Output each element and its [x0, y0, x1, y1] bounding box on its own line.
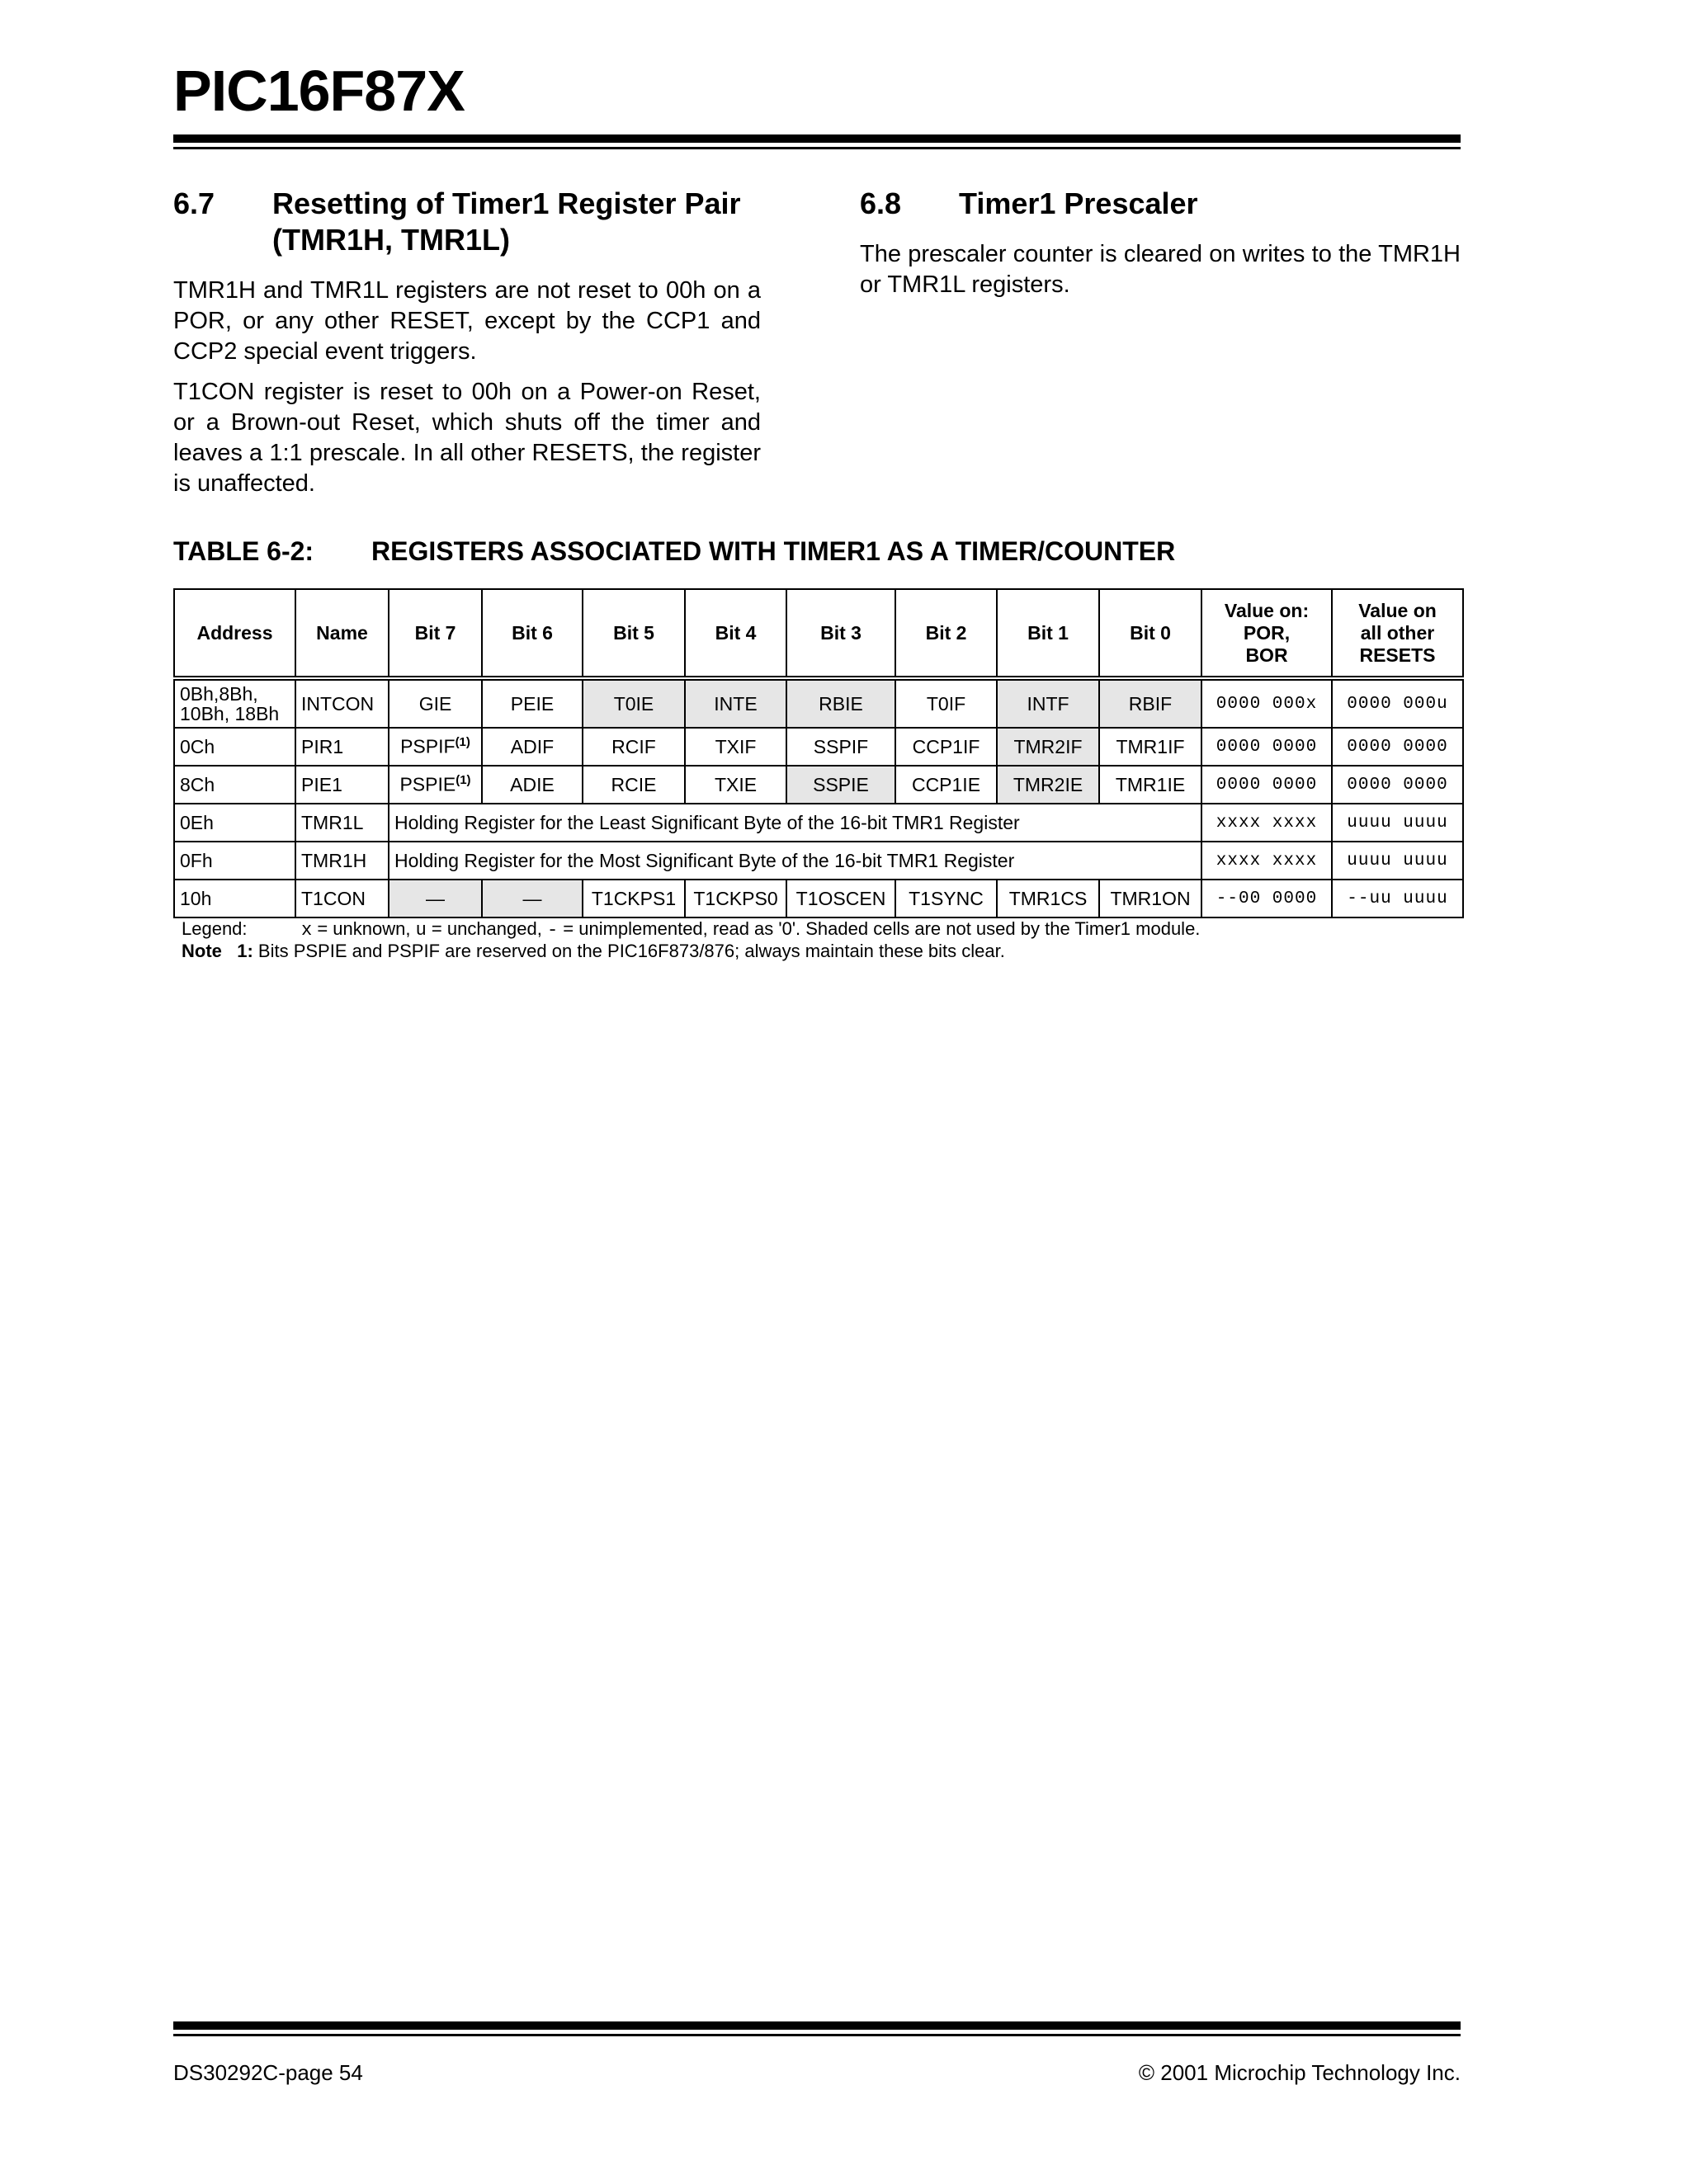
footer-copyright: © 2001 Microchip Technology Inc.: [1138, 2060, 1461, 2085]
section-title-line2: (TMR1H, TMR1L): [272, 223, 510, 257]
cell-name: T1CON: [295, 880, 389, 917]
cell-value-other: 0000 000u: [1332, 678, 1463, 728]
table-caption-text: REGISTERS ASSOCIATED WITH TIMER1 AS A TIMER/COUNTER: [371, 536, 1176, 566]
cell-bit5: T0IE: [583, 678, 685, 728]
cell-bit3: SSPIF: [786, 728, 895, 766]
cell-bit6: ADIF: [482, 728, 583, 766]
table-header-row: [174, 589, 1463, 678]
document-title: PIC16F87X: [173, 59, 465, 123]
legend-dash-text: = unimplemented, read as '0'. Shaded cells are not used by the Timer1 module.: [558, 918, 1201, 939]
header-bit7: Bit 7: [389, 589, 482, 678]
cell-address: 0Ch: [174, 728, 295, 766]
table-row: [174, 804, 1463, 842]
cell-bit5: T1CKPS1: [583, 880, 685, 917]
header-bit2: Bit 2: [895, 589, 997, 678]
cell-name: PIE1: [295, 766, 389, 804]
cell-bit7: [389, 766, 482, 804]
address-line1: 0Bh,8Bh,: [180, 683, 258, 705]
footnote-ref: (1): [456, 773, 471, 788]
legend-u-text: = unchanged,: [426, 918, 547, 939]
header-other-line1: Value on: [1358, 599, 1437, 621]
table-row: [174, 678, 1463, 728]
cell-bit5: RCIF: [583, 728, 685, 766]
cell-bit4: TXIF: [685, 728, 786, 766]
header-value-por: [1201, 589, 1332, 678]
registers-table: [173, 588, 1464, 918]
footer-rule-thin: [173, 2034, 1461, 2036]
cell-bit6: PEIE: [482, 678, 583, 728]
cell-bit3: SSPIE: [786, 766, 895, 804]
cell-address: 0Eh: [174, 804, 295, 842]
cell-bit7: —: [389, 880, 482, 917]
cell-bit7: GIE: [389, 678, 482, 728]
section-6-7-paragraph-2: T1CON register is reset to 00h on a Power-on Reset, or a Brown-out Reset, which shuts off the timer and leaves a 1:1 prescale. In all other RESETS, the register is unaffected.: [173, 379, 761, 497]
table-row: [174, 766, 1463, 804]
cell-description: Holding Register for the Most Significant Byte of the 16-bit TMR1 Register: [389, 842, 1201, 880]
table-caption-id: TABLE 6-2:: [173, 536, 314, 566]
table-note: [182, 940, 1005, 963]
legend-dash: -: [546, 920, 559, 941]
header-bit4: Bit 4: [685, 589, 786, 678]
bit7-label: PSPIF: [400, 735, 456, 757]
header-rule-thick: [173, 134, 1461, 143]
cell-address: [174, 678, 295, 728]
cell-bit2: T0IF: [895, 678, 997, 728]
cell-value-por: 0000 0000: [1201, 728, 1332, 766]
cell-value-other: 0000 0000: [1332, 728, 1463, 766]
header-value-other: [1332, 589, 1463, 678]
legend-x-text: = unknown,: [312, 918, 416, 939]
cell-value-other: --uu uuuu: [1332, 880, 1463, 917]
cell-bit0: TMR1IF: [1099, 728, 1201, 766]
section-title: Timer1 Prescaler: [959, 186, 1198, 220]
cell-bit4: INTE: [685, 678, 786, 728]
table-row: [174, 728, 1463, 766]
cell-bit0: TMR1ON: [1099, 880, 1201, 917]
cell-bit1: TMR2IF: [997, 728, 1099, 766]
note-label: Note 1:: [182, 941, 253, 961]
cell-name: PIR1: [295, 728, 389, 766]
cell-bit0: RBIF: [1099, 678, 1201, 728]
cell-bit3: T1OSCEN: [786, 880, 895, 917]
legend-label: Legend:: [182, 918, 248, 939]
cell-value-por: xxxx xxxx: [1201, 804, 1332, 842]
header-address: Address: [174, 589, 295, 678]
cell-name: INTCON: [295, 678, 389, 728]
header-rule-thin: [173, 147, 1461, 149]
section-title-line1: Resetting of Timer1 Register Pair: [272, 186, 741, 220]
note-text: Bits PSPIE and PSPIF are reserved on the PIC16F873/876; always maintain these bits clear.: [257, 941, 1005, 961]
footer-rule-thick: [173, 2021, 1461, 2030]
header-other-line2: all other: [1360, 621, 1435, 644]
cell-bit4: T1CKPS0: [685, 880, 786, 917]
cell-value-por: --00 0000: [1201, 880, 1332, 917]
cell-value-other: 0000 0000: [1332, 766, 1463, 804]
cell-address: 10h: [174, 880, 295, 917]
section-6-7-heading: [173, 186, 767, 260]
cell-bit2: CCP1IE: [895, 766, 997, 804]
cell-address: 0Fh: [174, 842, 295, 880]
cell-bit6: ADIE: [482, 766, 583, 804]
cell-bit6: —: [482, 880, 583, 917]
cell-bit7: [389, 728, 482, 766]
legend-u: u: [415, 920, 427, 941]
cell-name: TMR1L: [295, 804, 389, 842]
cell-bit1: INTF: [997, 678, 1099, 728]
cell-bit2: T1SYNC: [895, 880, 997, 917]
header-por-line3: BOR: [1245, 644, 1288, 666]
table-caption: [173, 536, 1176, 567]
section-6-7-paragraph-1: TMR1H and TMR1L registers are not reset to 00h on a POR, or any other RESET, except by the CCP1 and CCP2 special event triggers.: [173, 277, 761, 365]
cell-bit1: TMR2IE: [997, 766, 1099, 804]
header-bit3: Bit 3: [786, 589, 895, 678]
section-number: 6.7: [173, 186, 215, 220]
header-bit5: Bit 5: [583, 589, 685, 678]
table-legend: [182, 917, 1200, 942]
footnote-ref: (1): [455, 735, 470, 750]
section-number: 6.8: [860, 186, 902, 220]
cell-bit2: CCP1IF: [895, 728, 997, 766]
cell-name: TMR1H: [295, 842, 389, 880]
header-por-line2: POR,: [1243, 621, 1291, 644]
header-name: Name: [295, 589, 389, 678]
cell-value-por: xxxx xxxx: [1201, 842, 1332, 880]
header-other-line3: RESETS: [1359, 644, 1436, 666]
header-por-line1: Value on:: [1224, 599, 1310, 621]
cell-bit1: TMR1CS: [997, 880, 1099, 917]
header-bit0: Bit 0: [1099, 589, 1201, 678]
cell-bit5: RCIE: [583, 766, 685, 804]
cell-bit3: RBIE: [786, 678, 895, 728]
address-line2: 10Bh, 18Bh: [180, 703, 280, 724]
bit7-label: PSPIE: [399, 773, 456, 795]
cell-value-por: 0000 0000: [1201, 766, 1332, 804]
footer-page-id: DS30292C-page 54: [173, 2060, 363, 2085]
legend-x: x: [301, 920, 313, 941]
cell-address: 8Ch: [174, 766, 295, 804]
cell-bit4: TXIE: [685, 766, 786, 804]
cell-value-por: 0000 000x: [1201, 678, 1332, 728]
header-bit1: Bit 1: [997, 589, 1099, 678]
cell-value-other: uuuu uuuu: [1332, 842, 1463, 880]
cell-bit0: TMR1IE: [1099, 766, 1201, 804]
section-6-8-heading: [860, 186, 1461, 222]
cell-value-other: uuuu uuuu: [1332, 804, 1463, 842]
table-row: [174, 880, 1463, 917]
header-bit6: Bit 6: [482, 589, 583, 678]
cell-description: Holding Register for the Least Significant Byte of the 16-bit TMR1 Register: [389, 804, 1201, 842]
section-6-8-paragraph-1: The prescaler counter is cleared on writes to the TMR1H or TMR1L registers.: [860, 241, 1461, 298]
table-row: [174, 842, 1463, 880]
